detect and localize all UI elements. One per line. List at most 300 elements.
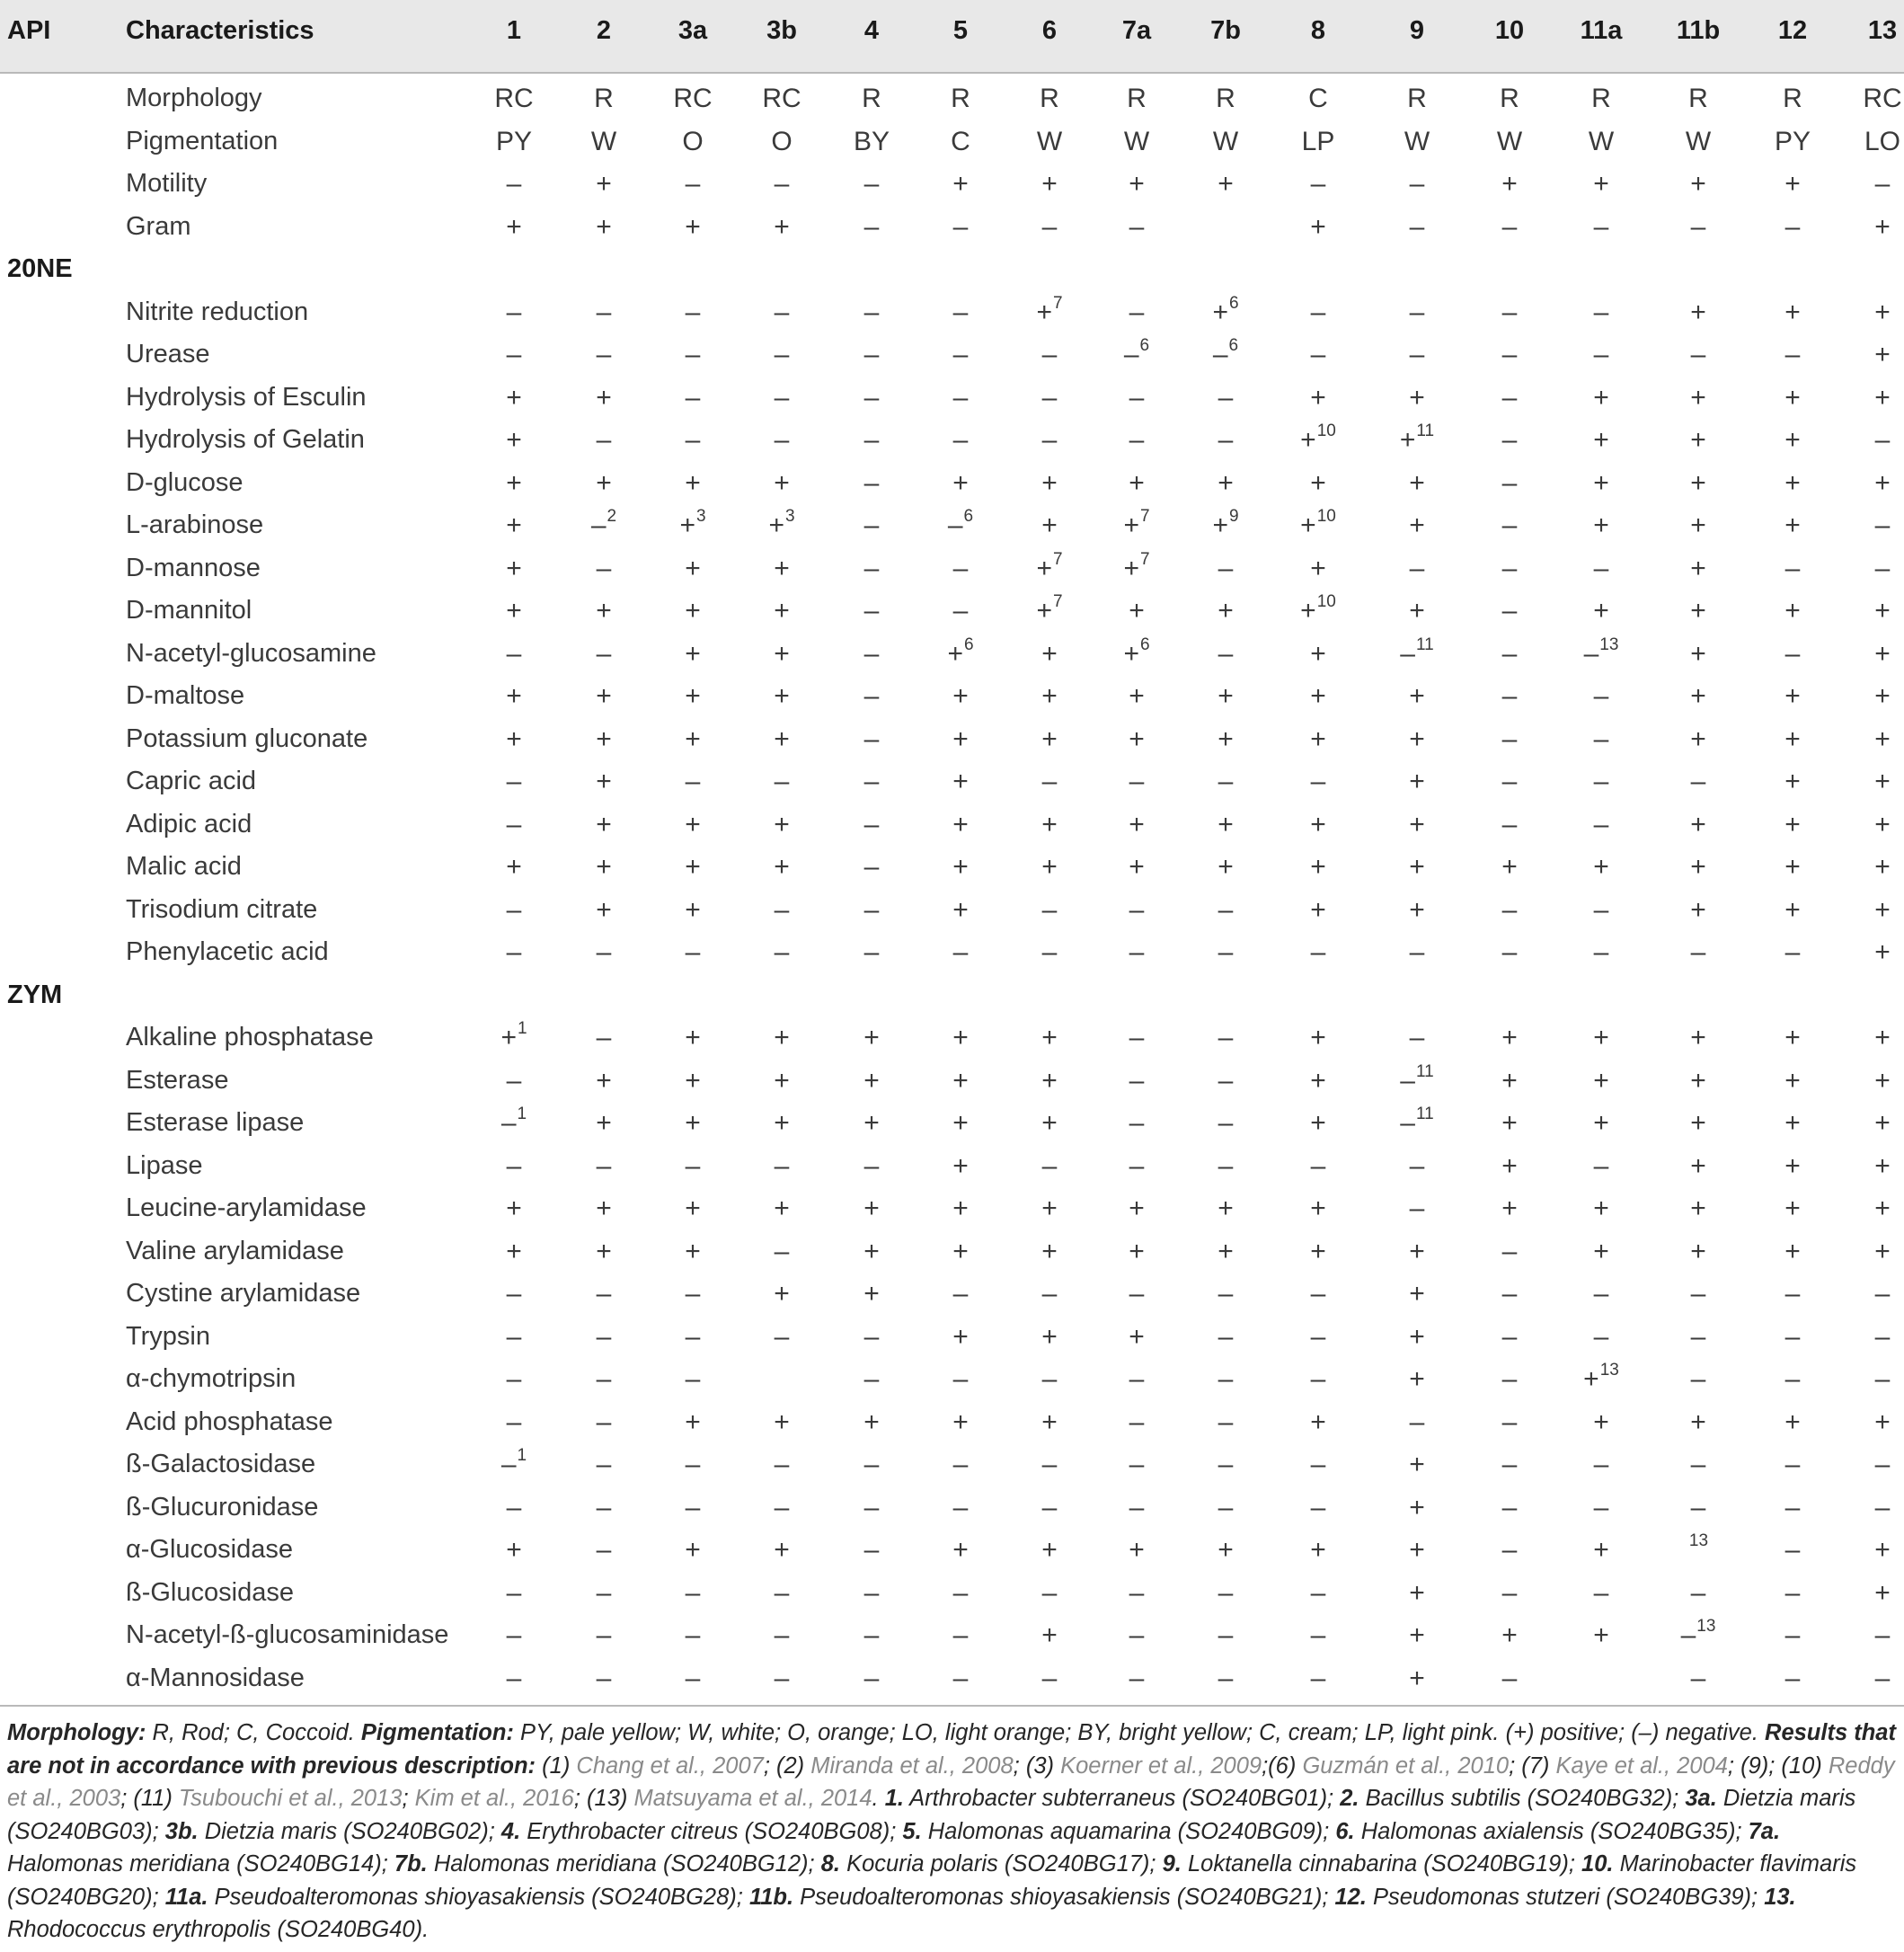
table-cell: [685, 810, 701, 840]
table-cell: [864, 297, 880, 328]
table-cell: [507, 340, 522, 370]
table-cell: [1502, 1450, 1518, 1480]
table-cell: [686, 767, 701, 797]
table-cell: [952, 895, 969, 926]
table-cell: [775, 340, 790, 370]
cell-value: +: [1300, 596, 1316, 626]
table-cell: [1874, 1193, 1891, 1224]
row-label: Esterase lipase: [126, 1108, 305, 1137]
cell-value: +: [952, 723, 969, 754]
table-cell: [1042, 1578, 1058, 1609]
cell-value: +: [1129, 809, 1145, 839]
cell-value: –: [1218, 553, 1234, 583]
cell-value: +: [1874, 638, 1891, 669]
cell-value: +: [952, 1065, 969, 1096]
cell-value: –: [1690, 1279, 1706, 1309]
cell-value: –: [1218, 425, 1234, 455]
cell-value: –: [863, 852, 880, 882]
table-cell: [686, 383, 701, 413]
cell-value: +: [1690, 1406, 1706, 1437]
table-cell: [1409, 681, 1425, 712]
table-cell: [597, 1664, 612, 1694]
table-cell: [506, 468, 522, 499]
table-cell: [1785, 1322, 1801, 1353]
cell-value: +: [952, 852, 969, 882]
strain-name: Halomonas meridiana (SO240BG12);: [433, 1851, 815, 1877]
cell-value: –: [596, 1023, 612, 1052]
table-cell: [1218, 1407, 1234, 1438]
cell-value: –: [774, 1236, 790, 1266]
table-cell: [507, 1364, 522, 1395]
section-title: ZYM: [7, 980, 63, 1009]
cell-value: +: [1129, 681, 1145, 711]
cell-value: +: [1690, 723, 1706, 754]
table-cell: [1129, 1407, 1145, 1438]
table-cell: [685, 852, 701, 883]
cell-value: +: [1501, 1150, 1518, 1181]
table-cell: [1311, 169, 1326, 200]
cell-value: +: [1036, 553, 1052, 583]
strain-name: Pseudoalteromonas shioyasakiensis (SO240BG28);: [214, 1884, 743, 1910]
table-cell: [864, 937, 880, 968]
cell-value: –: [1501, 382, 1518, 413]
cell-value: –: [1690, 340, 1706, 369]
reference-superscript: 13: [1696, 1617, 1716, 1636]
table-cell: [596, 383, 612, 413]
table-cell: [1216, 84, 1235, 114]
cell-value: +: [1690, 425, 1706, 455]
table-cell: [952, 169, 969, 200]
table-cell: [685, 1535, 701, 1566]
table-cell: [685, 639, 701, 670]
table-cell: [775, 1237, 790, 1267]
table-cell: [1784, 895, 1801, 926]
cell-value: +: [1784, 297, 1801, 327]
table-cell: [1129, 767, 1145, 797]
cell-value: W: [1685, 126, 1712, 156]
table-cell: [1785, 1578, 1801, 1609]
table-cell: [1594, 1322, 1609, 1353]
table-header: [0, 0, 1904, 74]
cell-value: –: [1874, 510, 1891, 540]
table-cell: [1691, 767, 1706, 797]
table-cell: [1502, 383, 1518, 413]
cell-value: +: [774, 1279, 790, 1309]
table-cell: [1129, 1493, 1145, 1523]
cell-value: –: [863, 340, 880, 369]
table-cell: [1875, 425, 1891, 456]
table-cell: [1874, 1023, 1891, 1053]
cell-value: –: [596, 638, 612, 669]
table-cell: [775, 425, 790, 456]
table-cell: [775, 937, 790, 968]
table-cell: [1042, 425, 1058, 456]
cell-value: R: [1040, 84, 1059, 113]
cell-value: –: [596, 553, 612, 583]
cell-value: –: [863, 723, 880, 754]
table-cell: [1785, 937, 1801, 968]
cell-value: +: [1409, 596, 1425, 626]
column-header: 3a: [677, 16, 708, 45]
table-cell: [1502, 1279, 1518, 1309]
table-cell: [1404, 127, 1430, 157]
cell-value: –: [685, 297, 701, 327]
table-cell: [507, 297, 522, 328]
cell-value: +: [1593, 425, 1609, 455]
table-cell: [686, 1279, 701, 1309]
ref-marker: .: [872, 1786, 879, 1811]
table-cell: [597, 639, 612, 670]
cell-value: –: [1583, 638, 1599, 669]
table-cell: [1409, 1664, 1425, 1694]
cell-value: +: [685, 681, 701, 711]
table-cell: [1690, 1407, 1706, 1438]
table-cell: [507, 1620, 522, 1651]
table-cell: [1874, 724, 1891, 755]
table-cell: [1218, 1066, 1234, 1096]
table-cell: [1502, 1407, 1518, 1438]
reference-superscript: 1: [517, 1105, 527, 1123]
reference-link[interactable]: Koerner et al., 2009: [1060, 1752, 1262, 1779]
strain-id: 7a.: [1748, 1818, 1781, 1844]
cell-value: +: [685, 723, 701, 754]
table-cell: [1311, 1578, 1326, 1609]
cell-value: –: [1690, 1577, 1706, 1608]
table-cell: [597, 1151, 612, 1182]
table-cell: [1502, 1237, 1518, 1267]
table-cell: [952, 1407, 969, 1438]
table-cell: [1783, 84, 1802, 114]
table-cell: [1310, 468, 1326, 499]
cell-value: +: [1593, 1236, 1609, 1266]
cell-value: +: [1874, 1577, 1891, 1608]
table-cell: [952, 1066, 969, 1096]
cell-value: –: [1501, 937, 1518, 967]
cell-value: –: [1593, 1279, 1609, 1309]
cell-value: R: [1783, 84, 1802, 113]
row-label: Alkaline phosphatase: [126, 1023, 374, 1051]
reference-link[interactable]: Kim et al., 2016: [414, 1786, 574, 1811]
cell-value: –: [1129, 1450, 1145, 1479]
table-cell: [1041, 1193, 1058, 1224]
table-cell: [1874, 895, 1891, 926]
table-cell: [1501, 169, 1518, 200]
table-cell: [1041, 1237, 1058, 1267]
table-cell: [1502, 767, 1518, 797]
cell-value: –: [863, 1321, 880, 1352]
table-cell: [1218, 1664, 1234, 1694]
table-cell: [1690, 383, 1706, 413]
cell-value: +: [1129, 723, 1145, 754]
table-cell: [771, 127, 792, 157]
table-cell: [1041, 681, 1058, 712]
cell-value: –: [1041, 382, 1058, 413]
table-cell: [1501, 1023, 1518, 1053]
cell-value: –: [1501, 1577, 1518, 1608]
reference-superscript: 6: [963, 634, 974, 654]
cell-value: –: [1501, 809, 1518, 839]
cell-value: –: [952, 1279, 969, 1309]
table-cell: [1874, 681, 1891, 712]
cell-value: +: [506, 681, 522, 711]
cell-value: +: [1409, 1620, 1425, 1650]
table-cell: [864, 1620, 880, 1651]
reference-link[interactable]: Kaye et al., 2004: [1555, 1752, 1728, 1779]
cell-value: +: [1129, 169, 1145, 199]
table-cell: [952, 767, 969, 797]
reference-link[interactable]: Reddy et al., 2003: [7, 1752, 1895, 1811]
cell-value: +: [1874, 467, 1891, 498]
table-cell: [1784, 852, 1801, 883]
cell-value: +: [1784, 425, 1801, 455]
cell-value: –: [1310, 1450, 1326, 1479]
table-cell: [1212, 507, 1239, 541]
table-cell: [953, 596, 969, 626]
column-header: 6: [1041, 16, 1058, 45]
table-cell: [1041, 1407, 1058, 1438]
cell-value: +: [947, 638, 963, 669]
table-cell: [774, 212, 790, 243]
cell-value: +: [1409, 681, 1425, 711]
table-cell: [686, 1450, 701, 1480]
cell-value: –: [1784, 1364, 1801, 1394]
cell-value: –: [685, 1663, 701, 1693]
cell-value: +: [596, 1193, 612, 1223]
table-cell: [1593, 1023, 1609, 1053]
table-cell: [1218, 425, 1234, 456]
cell-value: +: [1874, 723, 1891, 754]
table-cell: [1310, 1407, 1326, 1438]
table-cell: [1501, 1066, 1518, 1096]
cell-value: –: [952, 297, 969, 327]
cell-value: –: [1690, 1364, 1706, 1394]
cell-value: –: [1218, 1663, 1234, 1693]
table-cell: [953, 1450, 969, 1480]
cell-value: +: [1129, 1236, 1145, 1266]
table-cell: [1691, 1493, 1706, 1523]
cell-value: +: [685, 211, 701, 242]
cell-value: +: [596, 1108, 612, 1138]
reference-link[interactable]: Guzmán et al., 2010: [1302, 1752, 1510, 1779]
cell-value: +: [506, 1193, 522, 1223]
cell-value: +: [1784, 1108, 1801, 1138]
cell-value: –: [1310, 297, 1326, 327]
table-cell: [1409, 1450, 1425, 1480]
cell-value: +: [1129, 1535, 1145, 1565]
table-cell: [1690, 895, 1706, 926]
cell-value: LP: [1301, 126, 1335, 156]
cell-value: +: [1041, 1108, 1058, 1138]
table-cell: [1218, 1193, 1234, 1224]
cell-value: +: [1593, 510, 1609, 540]
table-cell: [1784, 681, 1801, 712]
cell-value: +: [685, 852, 701, 882]
table-cell: [1691, 1322, 1706, 1353]
cell-value: +: [1123, 638, 1139, 669]
cell-value: +: [1300, 425, 1316, 455]
table-cell: [596, 681, 612, 712]
reference-superscript: 11: [1415, 1061, 1434, 1081]
table-cell: [596, 767, 612, 797]
cell-value: +: [1041, 681, 1058, 711]
reference-link[interactable]: Matsuyama et al., 2014: [633, 1786, 872, 1811]
cell-value: +: [952, 894, 969, 925]
table-cell: [774, 1193, 790, 1224]
table-cell: [1594, 340, 1609, 370]
cell-value: –: [1690, 1321, 1706, 1352]
table-cell: [1785, 639, 1801, 670]
cell-value: +: [774, 1406, 790, 1437]
cell-value: –: [1501, 1663, 1518, 1693]
cell-value: +: [1874, 767, 1891, 796]
cell-value: +: [952, 1023, 969, 1052]
cell-value: +: [506, 1535, 522, 1565]
cell-value: +: [1409, 894, 1425, 925]
cell-value: +: [596, 382, 612, 413]
cell-value: –: [774, 425, 790, 455]
table-cell: [507, 639, 522, 670]
cell-value: +: [1501, 852, 1518, 882]
row-label: N-acetyl-ß-glucosaminidase: [126, 1620, 449, 1649]
column-header: 12: [1777, 16, 1808, 45]
table-cell: [1502, 1664, 1518, 1694]
cell-value: –: [1501, 1492, 1518, 1522]
cell-value: –: [863, 1663, 880, 1693]
cell-value: +: [1129, 1193, 1145, 1223]
cell-value: +: [1690, 553, 1706, 583]
table-cell: [1310, 810, 1326, 840]
row-label: D-mannitol: [126, 596, 252, 625]
column-header: 7a: [1121, 16, 1152, 45]
cell-value: +: [1784, 596, 1801, 626]
table-cell: [1129, 1193, 1145, 1224]
table-cell: [1041, 1066, 1058, 1096]
table-cell: [686, 937, 701, 968]
cell-value: +: [1593, 1108, 1609, 1138]
table-cell: [774, 1023, 790, 1053]
cell-value: –: [1784, 1321, 1801, 1352]
reference-link[interactable]: Tsubouchi et al., 2013: [178, 1786, 403, 1811]
cell-value: +: [1218, 467, 1234, 498]
table-cell: [1497, 127, 1522, 157]
cell-value: –: [1874, 1279, 1891, 1309]
cell-value: +: [685, 638, 701, 669]
cell-value: –: [596, 340, 612, 369]
table-cell: [864, 510, 880, 541]
api-header: API: [7, 16, 51, 45]
cell-value: –: [863, 510, 880, 540]
cell-value: –: [1041, 1577, 1058, 1608]
table-cell: [952, 1023, 969, 1053]
table-cell: [1212, 336, 1239, 370]
row-label: N-acetyl-glucosamine: [126, 638, 376, 668]
table-cell: [686, 1493, 701, 1523]
table-cell: [864, 1493, 880, 1523]
table-cell: [507, 1407, 522, 1438]
table-cell: [685, 1407, 701, 1438]
reference-link[interactable]: Chang et al., 2007: [576, 1752, 764, 1779]
table-cell: [1409, 1364, 1425, 1395]
table-cell: [1310, 383, 1326, 413]
table-cell: [1129, 1151, 1145, 1182]
strain-id: 6.: [1335, 1818, 1355, 1844]
cell-value: –: [506, 1577, 522, 1608]
reference-superscript: 2: [607, 507, 617, 526]
cell-value: +: [1041, 638, 1058, 669]
cell-value: –: [863, 1364, 880, 1394]
cell-value: –: [863, 767, 880, 796]
table-cell: [1784, 1407, 1801, 1438]
cell-value: RC: [1863, 84, 1902, 113]
table-cell: [1784, 1151, 1801, 1182]
cell-value: –: [1501, 894, 1518, 925]
row-label: Capric acid: [126, 767, 257, 795]
cell-value: +: [1690, 467, 1706, 498]
cell-value: +: [1310, 1108, 1326, 1138]
reference-superscript: 11: [1415, 634, 1434, 654]
table-cell: [947, 507, 974, 541]
cell-value: +: [1041, 169, 1058, 199]
table-cell: [1688, 1531, 1709, 1566]
cell-value: –: [863, 553, 880, 583]
reference-link[interactable]: Miranda et al., 2008: [810, 1752, 1014, 1779]
table-cell: [953, 1279, 969, 1309]
table-cell: [1212, 293, 1239, 328]
table-cell: [953, 554, 969, 584]
table-cell: [1690, 639, 1706, 670]
reference-superscript: 6: [1139, 634, 1150, 654]
cell-value: –: [506, 1279, 522, 1309]
table-cell: [952, 1151, 969, 1182]
cell-value: W: [1212, 126, 1239, 156]
table-cell: [1410, 1193, 1425, 1224]
table-cell: [1784, 1066, 1801, 1096]
cell-value: BY: [853, 126, 890, 156]
table-cell: [1874, 1578, 1891, 1609]
cell-value: –: [1129, 1577, 1145, 1608]
cell-value: +: [1218, 723, 1234, 754]
table-cell: [774, 1407, 790, 1438]
table-cell: [1875, 1364, 1891, 1395]
cell-value: –: [1409, 1193, 1425, 1223]
cell-value: +: [1593, 1535, 1609, 1565]
reference-superscript: 6: [963, 507, 974, 526]
table-cell: [685, 1066, 701, 1096]
cell-value: –: [952, 553, 969, 583]
row-label: ß-Galactosidase: [126, 1450, 316, 1478]
table-cell: [1784, 1108, 1801, 1139]
cell-value: –: [1784, 638, 1801, 669]
cell-value: R: [1127, 84, 1147, 113]
table-cell: [1129, 1578, 1145, 1609]
cell-value: –: [1310, 169, 1326, 199]
table-cell: [854, 127, 890, 157]
cell-value: –: [685, 340, 701, 369]
cell-value: +: [1874, 894, 1891, 925]
table-cell: [597, 425, 612, 456]
table-cell: [1218, 1450, 1234, 1480]
cell-value: –: [1218, 1065, 1234, 1096]
cell-value: +: [863, 1236, 880, 1266]
row-label: Malic acid: [126, 852, 242, 881]
table-cell: [1218, 1023, 1234, 1053]
table-cell: [494, 84, 533, 114]
cell-value: +: [685, 596, 701, 626]
table-cell: [597, 1493, 612, 1523]
table-cell: [596, 169, 612, 200]
table-cell: [1502, 596, 1518, 626]
table-cell: [1874, 937, 1891, 968]
